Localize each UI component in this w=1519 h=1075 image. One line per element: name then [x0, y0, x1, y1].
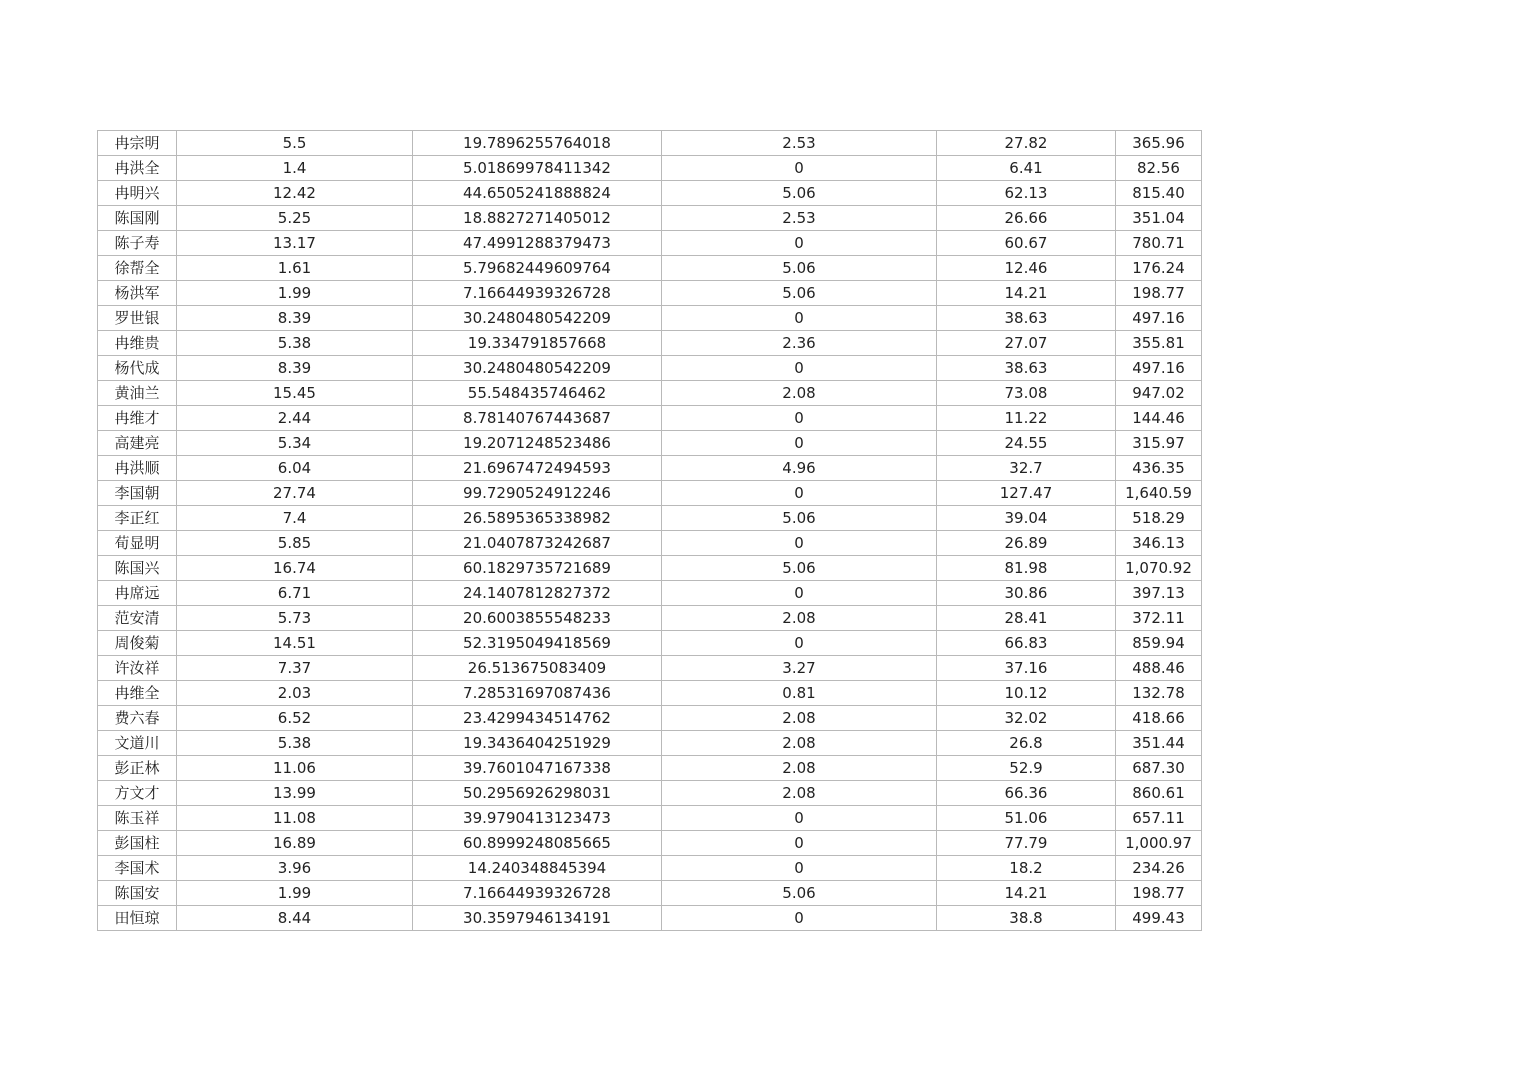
value-cell-4: 32.02: [937, 706, 1116, 731]
value-cell-5: 1,640.59: [1116, 481, 1202, 506]
table-row: [98, 881, 1202, 906]
value-cell-3: 0: [662, 581, 937, 606]
value-cell-1: 5.85: [177, 531, 413, 556]
value-cell-1: 11.06: [177, 756, 413, 781]
value-cell-2: 30.2480480542209: [413, 356, 662, 381]
value-cell-1: 7.37: [177, 656, 413, 681]
value-cell-3: 0: [662, 431, 937, 456]
table-row: [98, 781, 1202, 806]
value-cell-4: 32.7: [937, 456, 1116, 481]
value-cell-5: 372.11: [1116, 606, 1202, 631]
value-cell-5: 947.02: [1116, 381, 1202, 406]
value-cell-3: 2.08: [662, 781, 937, 806]
name-cell: 高建亮: [98, 431, 177, 456]
value-cell-2: 52.3195049418569: [413, 631, 662, 656]
value-cell-4: 52.9: [937, 756, 1116, 781]
value-cell-2: 8.78140767443687: [413, 406, 662, 431]
value-cell-2: 23.4299434514762: [413, 706, 662, 731]
value-cell-5: 355.81: [1116, 331, 1202, 356]
value-cell-3: 0: [662, 356, 937, 381]
value-cell-2: 7.28531697087436: [413, 681, 662, 706]
table-row: [98, 406, 1202, 431]
value-cell-5: 315.97: [1116, 431, 1202, 456]
name-cell: 陈国兴: [98, 556, 177, 581]
value-cell-5: 860.61: [1116, 781, 1202, 806]
value-cell-5: 346.13: [1116, 531, 1202, 556]
value-cell-3: 0: [662, 831, 937, 856]
name-cell: 李正红: [98, 506, 177, 531]
value-cell-1: 6.04: [177, 456, 413, 481]
name-cell: 李国术: [98, 856, 177, 881]
value-cell-3: 2.53: [662, 131, 937, 156]
name-cell: 彭国柱: [98, 831, 177, 856]
value-cell-5: 488.46: [1116, 656, 1202, 681]
value-cell-4: 26.89: [937, 531, 1116, 556]
name-cell: 冉洪全: [98, 156, 177, 181]
value-cell-5: 436.35: [1116, 456, 1202, 481]
value-cell-5: 780.71: [1116, 231, 1202, 256]
value-cell-2: 55.548435746462: [413, 381, 662, 406]
value-cell-1: 5.73: [177, 606, 413, 631]
value-cell-2: 7.16644939326728: [413, 281, 662, 306]
value-cell-4: 11.22: [937, 406, 1116, 431]
value-cell-4: 14.21: [937, 281, 1116, 306]
value-cell-3: 5.06: [662, 181, 937, 206]
table-row: [98, 431, 1202, 456]
value-cell-2: 19.334791857668: [413, 331, 662, 356]
table-row: [98, 706, 1202, 731]
value-cell-4: 38.63: [937, 356, 1116, 381]
name-cell: 李国朝: [98, 481, 177, 506]
value-cell-3: 5.06: [662, 881, 937, 906]
value-cell-3: 0: [662, 531, 937, 556]
value-cell-1: 16.74: [177, 556, 413, 581]
value-cell-5: 351.04: [1116, 206, 1202, 231]
value-cell-4: 37.16: [937, 656, 1116, 681]
value-cell-5: 418.66: [1116, 706, 1202, 731]
name-cell: 方文才: [98, 781, 177, 806]
value-cell-3: 5.06: [662, 506, 937, 531]
name-cell: 冉洪顺: [98, 456, 177, 481]
value-cell-2: 24.1407812827372: [413, 581, 662, 606]
value-cell-1: 1.99: [177, 881, 413, 906]
value-cell-4: 81.98: [937, 556, 1116, 581]
value-cell-2: 19.2071248523486: [413, 431, 662, 456]
value-cell-5: 132.78: [1116, 681, 1202, 706]
value-cell-2: 39.7601047167338: [413, 756, 662, 781]
value-cell-1: 27.74: [177, 481, 413, 506]
value-cell-1: 15.45: [177, 381, 413, 406]
table-row: [98, 456, 1202, 481]
value-cell-4: 26.66: [937, 206, 1116, 231]
value-cell-4: 66.83: [937, 631, 1116, 656]
name-cell: 田恒琼: [98, 906, 177, 931]
value-cell-5: 687.30: [1116, 756, 1202, 781]
value-cell-2: 26.513675083409: [413, 656, 662, 681]
value-cell-1: 3.96: [177, 856, 413, 881]
table-row: [98, 606, 1202, 631]
table-row: [98, 906, 1202, 931]
value-cell-5: 859.94: [1116, 631, 1202, 656]
value-cell-4: 24.55: [937, 431, 1116, 456]
table-row: [98, 506, 1202, 531]
value-cell-1: 7.4: [177, 506, 413, 531]
name-cell: 陈玉祥: [98, 806, 177, 831]
table-row: [98, 531, 1202, 556]
name-cell: 杨洪军: [98, 281, 177, 306]
value-cell-1: 2.44: [177, 406, 413, 431]
table-row: [98, 581, 1202, 606]
value-cell-2: 60.8999248085665: [413, 831, 662, 856]
table-row: [98, 556, 1202, 581]
name-cell: 陈子寿: [98, 231, 177, 256]
table-row: [98, 756, 1202, 781]
value-cell-3: 0: [662, 156, 937, 181]
value-cell-5: 351.44: [1116, 731, 1202, 756]
value-cell-5: 198.77: [1116, 881, 1202, 906]
value-cell-4: 26.8: [937, 731, 1116, 756]
name-cell: 冉宗明: [98, 131, 177, 156]
value-cell-4: 27.07: [937, 331, 1116, 356]
value-cell-5: 497.16: [1116, 356, 1202, 381]
name-cell: 冉明兴: [98, 181, 177, 206]
value-cell-2: 20.6003855548233: [413, 606, 662, 631]
value-cell-4: 73.08: [937, 381, 1116, 406]
value-cell-4: 51.06: [937, 806, 1116, 831]
value-cell-1: 13.17: [177, 231, 413, 256]
value-cell-1: 13.99: [177, 781, 413, 806]
table-row: [98, 806, 1202, 831]
value-cell-3: 5.06: [662, 281, 937, 306]
value-cell-2: 50.2956926298031: [413, 781, 662, 806]
value-cell-2: 19.3436404251929: [413, 731, 662, 756]
value-cell-3: 0: [662, 906, 937, 931]
value-cell-1: 12.42: [177, 181, 413, 206]
value-cell-3: 2.08: [662, 706, 937, 731]
value-cell-1: 16.89: [177, 831, 413, 856]
value-cell-1: 5.38: [177, 731, 413, 756]
value-cell-4: 66.36: [937, 781, 1116, 806]
name-cell: 范安清: [98, 606, 177, 631]
name-cell: 陈国刚: [98, 206, 177, 231]
value-cell-1: 8.39: [177, 306, 413, 331]
value-cell-4: 28.41: [937, 606, 1116, 631]
value-cell-3: 2.36: [662, 331, 937, 356]
table-row: [98, 131, 1202, 156]
value-cell-2: 30.2480480542209: [413, 306, 662, 331]
value-cell-5: 518.29: [1116, 506, 1202, 531]
value-cell-1: 11.08: [177, 806, 413, 831]
name-cell: 冉维才: [98, 406, 177, 431]
value-cell-2: 26.5895365338982: [413, 506, 662, 531]
value-cell-3: 0: [662, 856, 937, 881]
name-cell: 费六春: [98, 706, 177, 731]
value-cell-5: 365.96: [1116, 131, 1202, 156]
value-cell-3: 0: [662, 631, 937, 656]
value-cell-2: 21.0407873242687: [413, 531, 662, 556]
value-cell-2: 5.01869978411342: [413, 156, 662, 181]
table-row: [98, 731, 1202, 756]
name-cell: 许汝祥: [98, 656, 177, 681]
value-cell-2: 18.8827271405012: [413, 206, 662, 231]
value-cell-3: 4.96: [662, 456, 937, 481]
value-cell-3: 2.08: [662, 606, 937, 631]
value-cell-1: 5.38: [177, 331, 413, 356]
name-cell: 徐帮全: [98, 256, 177, 281]
value-cell-3: 2.08: [662, 731, 937, 756]
value-cell-4: 60.67: [937, 231, 1116, 256]
value-cell-4: 77.79: [937, 831, 1116, 856]
value-cell-5: 397.13: [1116, 581, 1202, 606]
value-cell-2: 39.9790413123473: [413, 806, 662, 831]
value-cell-2: 30.3597946134191: [413, 906, 662, 931]
value-cell-1: 5.25: [177, 206, 413, 231]
value-cell-4: 38.8: [937, 906, 1116, 931]
name-cell: 冉维全: [98, 681, 177, 706]
value-cell-4: 12.46: [937, 256, 1116, 281]
value-cell-5: 234.26: [1116, 856, 1202, 881]
value-cell-3: 5.06: [662, 256, 937, 281]
table-row: [98, 181, 1202, 206]
table-row: [98, 306, 1202, 331]
value-cell-2: 99.7290524912246: [413, 481, 662, 506]
value-cell-5: 657.11: [1116, 806, 1202, 831]
value-cell-2: 5.79682449609764: [413, 256, 662, 281]
name-cell: 冉席远: [98, 581, 177, 606]
name-cell: 陈国安: [98, 881, 177, 906]
value-cell-1: 5.5: [177, 131, 413, 156]
value-cell-4: 6.41: [937, 156, 1116, 181]
value-cell-1: 1.99: [177, 281, 413, 306]
value-cell-4: 62.13: [937, 181, 1116, 206]
value-cell-4: 18.2: [937, 856, 1116, 881]
name-cell: 彭正林: [98, 756, 177, 781]
table-row: [98, 206, 1202, 231]
value-cell-2: 19.7896255764018: [413, 131, 662, 156]
table-row: [98, 281, 1202, 306]
data-table: [97, 130, 1202, 931]
table-row: [98, 256, 1202, 281]
value-cell-3: 2.08: [662, 756, 937, 781]
value-cell-3: 0: [662, 231, 937, 256]
name-cell: 杨代成: [98, 356, 177, 381]
value-cell-1: 1.4: [177, 156, 413, 181]
value-cell-2: 47.4991288379473: [413, 231, 662, 256]
value-cell-1: 1.61: [177, 256, 413, 281]
value-cell-2: 7.16644939326728: [413, 881, 662, 906]
value-cell-4: 30.86: [937, 581, 1116, 606]
table-row: [98, 831, 1202, 856]
value-cell-4: 127.47: [937, 481, 1116, 506]
value-cell-3: 5.06: [662, 556, 937, 581]
value-cell-4: 39.04: [937, 506, 1116, 531]
value-cell-5: 176.24: [1116, 256, 1202, 281]
name-cell: 黄油兰: [98, 381, 177, 406]
value-cell-4: 27.82: [937, 131, 1116, 156]
value-cell-2: 44.6505241888824: [413, 181, 662, 206]
value-cell-4: 14.21: [937, 881, 1116, 906]
table-row: [98, 356, 1202, 381]
value-cell-2: 21.6967472494593: [413, 456, 662, 481]
table-row: [98, 481, 1202, 506]
name-cell: 罗世银: [98, 306, 177, 331]
value-cell-1: 8.39: [177, 356, 413, 381]
value-cell-3: 3.27: [662, 656, 937, 681]
value-cell-3: 0: [662, 806, 937, 831]
value-cell-1: 5.34: [177, 431, 413, 456]
value-cell-1: 8.44: [177, 906, 413, 931]
value-cell-1: 6.52: [177, 706, 413, 731]
value-cell-1: 14.51: [177, 631, 413, 656]
value-cell-2: 14.240348845394: [413, 856, 662, 881]
value-cell-3: 0: [662, 306, 937, 331]
value-cell-2: 60.1829735721689: [413, 556, 662, 581]
value-cell-5: 144.46: [1116, 406, 1202, 431]
table-row: [98, 681, 1202, 706]
table-row: [98, 656, 1202, 681]
table-row: [98, 381, 1202, 406]
table-row: [98, 631, 1202, 656]
value-cell-3: 2.08: [662, 381, 937, 406]
value-cell-5: 499.43: [1116, 906, 1202, 931]
value-cell-3: 0: [662, 406, 937, 431]
value-cell-5: 82.56: [1116, 156, 1202, 181]
value-cell-3: 0.81: [662, 681, 937, 706]
value-cell-1: 6.71: [177, 581, 413, 606]
value-cell-4: 38.63: [937, 306, 1116, 331]
value-cell-5: 198.77: [1116, 281, 1202, 306]
table-body: [98, 131, 1202, 931]
value-cell-4: 10.12: [937, 681, 1116, 706]
value-cell-5: 497.16: [1116, 306, 1202, 331]
table-row: [98, 856, 1202, 881]
value-cell-1: 2.03: [177, 681, 413, 706]
value-cell-5: 1,000.97: [1116, 831, 1202, 856]
value-cell-5: 815.40: [1116, 181, 1202, 206]
table-row: [98, 156, 1202, 181]
value-cell-3: 2.53: [662, 206, 937, 231]
name-cell: 冉维贵: [98, 331, 177, 356]
name-cell: 荀显明: [98, 531, 177, 556]
table-row: [98, 331, 1202, 356]
name-cell: 文道川: [98, 731, 177, 756]
table-row: [98, 231, 1202, 256]
value-cell-3: 0: [662, 481, 937, 506]
name-cell: 周俊菊: [98, 631, 177, 656]
value-cell-5: 1,070.92: [1116, 556, 1202, 581]
